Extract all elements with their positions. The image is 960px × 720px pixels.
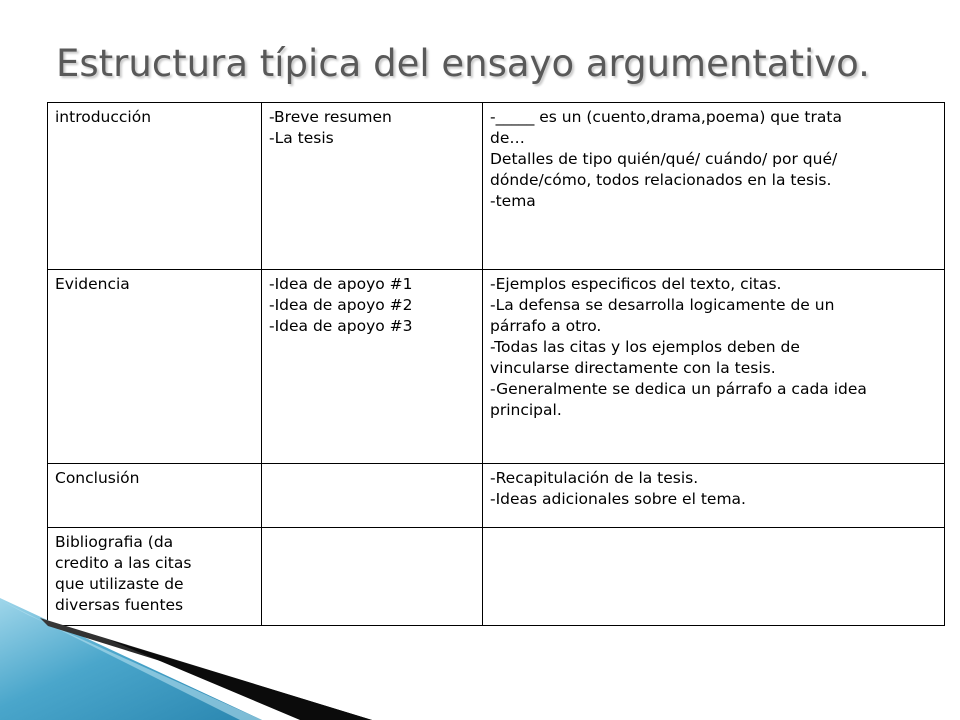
cell-line: introducción bbox=[55, 108, 152, 126]
cell-section-label bbox=[48, 464, 262, 528]
cell-line: -Idea de apoyo #1 bbox=[269, 275, 413, 293]
cell-line: que utilizaste de bbox=[55, 575, 184, 593]
cell-details bbox=[483, 103, 945, 270]
essay-structure-table bbox=[47, 102, 945, 626]
cell-line: -Idea de apoyo #2 bbox=[269, 296, 413, 314]
cell-line: -Todas las citas y los ejemplos deben de bbox=[490, 338, 800, 356]
cell-line: -Generalmente se dedica un párrafo a cada idea bbox=[490, 380, 867, 398]
table-row-introduccion bbox=[48, 103, 945, 270]
cell-line: -La defensa se desarrolla logicamente de un bbox=[490, 296, 835, 314]
corner-blue-band bbox=[0, 598, 262, 720]
cell-line: credito a las citas bbox=[55, 554, 192, 572]
cell-line: -Recapitulación de la tesis. bbox=[490, 469, 699, 487]
table-row-evidencia bbox=[48, 270, 945, 464]
cell-line: Conclusión bbox=[55, 469, 140, 487]
cell-line: Evidencia bbox=[55, 275, 130, 293]
cell-line: Detalles de tipo quién/qué/ cuándo/ por qué/ bbox=[490, 150, 838, 168]
cell-line: principal. bbox=[490, 401, 562, 419]
cell-line: dónde/cómo, todos relacionados en la tesis. bbox=[490, 171, 832, 189]
cell-components bbox=[262, 270, 483, 464]
cell-section-label bbox=[48, 103, 262, 270]
cell-line: -Idea de apoyo #3 bbox=[269, 317, 413, 335]
cell-components bbox=[262, 464, 483, 528]
cell-details bbox=[483, 464, 945, 528]
cell-line: -Ejemplos especificos del texto, citas. bbox=[490, 275, 782, 293]
cell-line: diversas fuentes bbox=[55, 596, 184, 614]
cell-section-label bbox=[48, 270, 262, 464]
cell-line: -Ideas adicionales sobre el tema. bbox=[490, 490, 746, 508]
table-row-conclusion bbox=[48, 464, 945, 528]
cell-details bbox=[483, 528, 945, 626]
cell-line: -La tesis bbox=[269, 129, 334, 147]
cell-line: vincularse directamente con la tesis. bbox=[490, 359, 776, 377]
cell-line: -Breve resumen bbox=[269, 108, 392, 126]
slide-title: Estructura típica del ensayo argumentativo. bbox=[56, 42, 870, 85]
cell-line: Bibliografia (da bbox=[55, 533, 174, 551]
cell-line: -tema bbox=[490, 192, 536, 210]
cell-components bbox=[262, 103, 483, 270]
cell-details bbox=[483, 270, 945, 464]
cell-line: párrafo a otro. bbox=[490, 317, 602, 335]
cell-line: -_____ es un (cuento,drama,poema) que trata bbox=[490, 108, 842, 126]
cell-line: de… bbox=[490, 129, 525, 147]
corner-decoration bbox=[0, 560, 400, 720]
